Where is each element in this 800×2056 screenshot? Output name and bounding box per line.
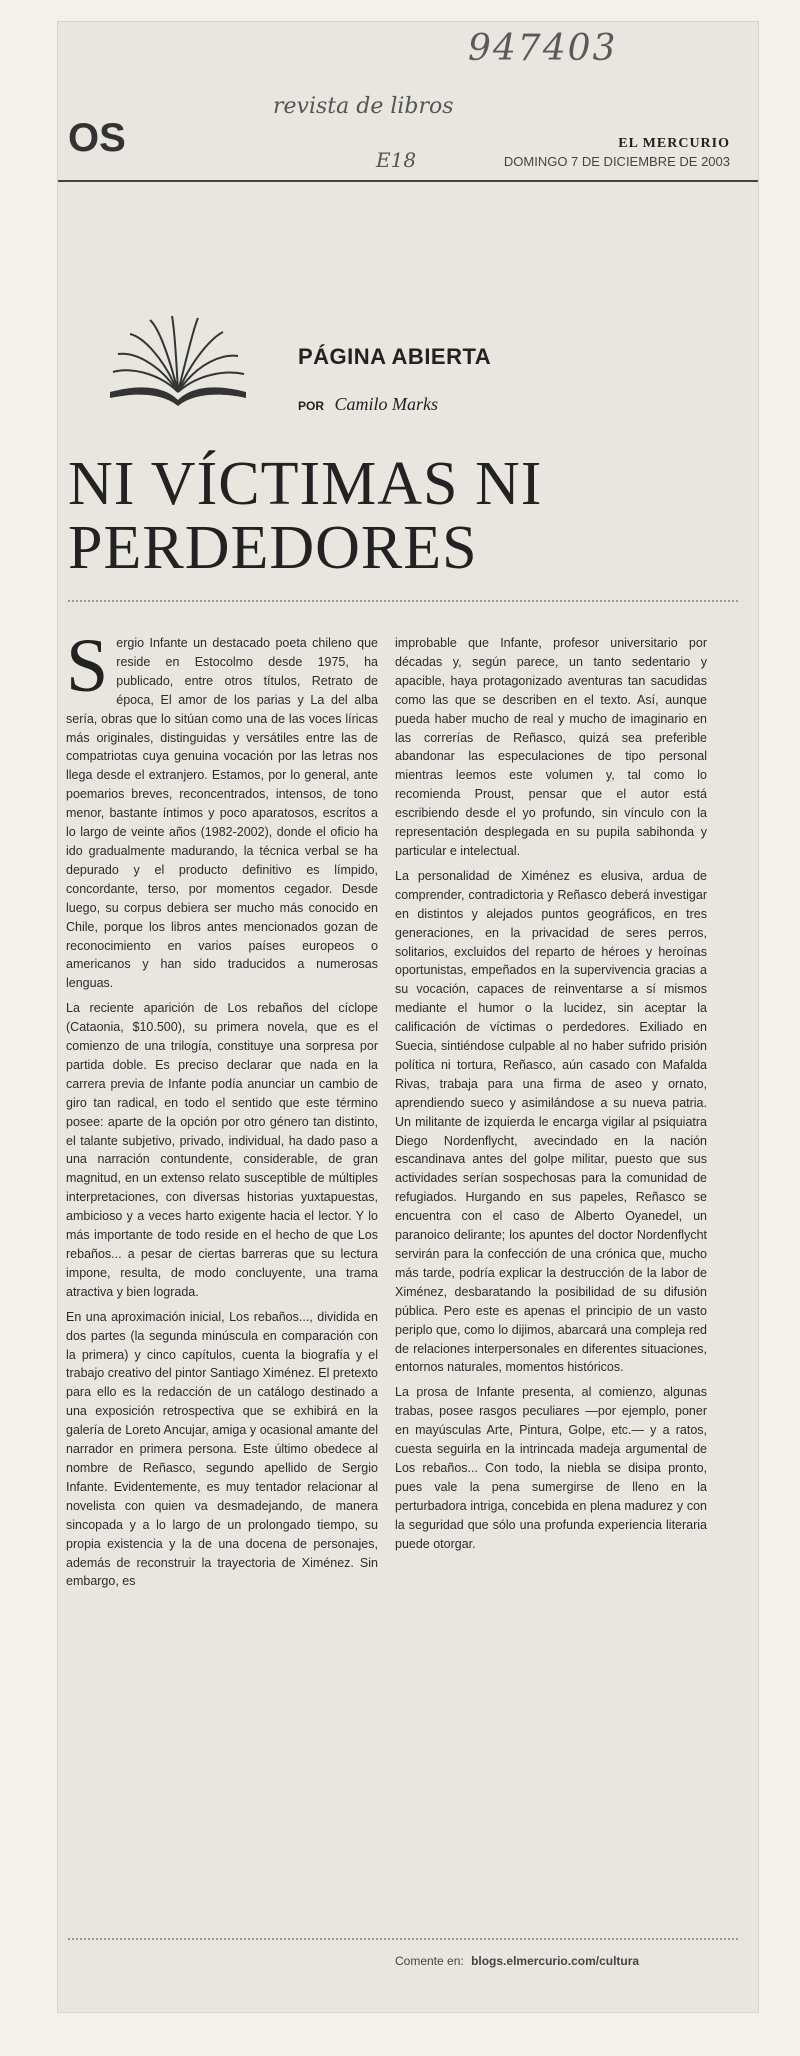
byline-prefix: POR <box>298 399 325 413</box>
newspaper-clipping <box>58 22 758 2012</box>
article-paragraph: Sergio Infante un destacado poeta chileno que reside en Estocolmo desde 1975, ha publicado, entre otros títulos, Retrato de época, El amor de los parias y La del alba sería, obras que lo sitúan como una de las voces líricas más originales, distinguidas y versátiles entre las de compatriotas cuya genuina vocación por las letras nos llega desde el extranjero. Estamos, por lo general, ante poemarios breves, reconcentrados, intensos, de tono menor, bastante íntimos y poco aparatosos, escritos a lo largo de veinte años (1982-2002), donde el oficio ha ido gradualmente madurando, la técnica verbal se ha depurado y el producto definitivo es límpido, concordante, terso, por momentos cegador. Desde luego, su corpus debiera ser mucho más conocido en Chile, porque los libros antes mencionados gozan de reconocimiento en varios países europeos o americanos y han sido traducidos a numerosas lenguas. <box>66 634 378 991</box>
archive-number: 947403 <box>468 28 618 69</box>
headline-divider <box>68 600 738 602</box>
comment-label: Comente en: <box>395 1954 464 1968</box>
article-paragraph: improbable que Infante, profesor universitario por décadas y, según parece, un tanto sedentario y apacible, haya protagonizado aventuras tan sacudidas como las que se describen en el texto. Así, aunque pueda haber mucho de real y mucho de imaginario en las correrías de Reñasco, quizá sea preferible abandonar las especulaciones de tipo personal mientras leemos este volumen y, tal como lo recomienda Proust, pensar que el autor está escribiendo desde el yo profundo, sin vínculo con la representación desplegada en su pupila sabihonda y particular e intelectual. <box>395 636 707 858</box>
article-paragraph: La reciente aparición de Los rebaños del cíclope (Cataonia, $10.500), su primera novela, que es el comienzo de una trilogía, constituye una sorpresa por partida doble. Es preciso declarar que nada en la carrera previa de Infante podía anunciar un cambio de giro tan radical, en todo el sentido que este término posee: aparte de la opción por otro género tan distinto, el talante subjetivo, privado, individual, ha dado paso a una narración contundente, considerable, de gran magnitud, en un extenso relato susceptible de múltiples interpretaciones, con diversas historias yuxtapuestas, ambicioso y a veces harto exigente hacia el lector. Y lo más importante de todo reside en el hecho de que Los rebaños... a pesar de ciertas barreras que su lectura impone, resulta, de modo concluyente, una trama atractiva y bien lograda. <box>66 1001 378 1299</box>
header-rule <box>58 180 758 182</box>
article-paragraph: La prosa de Infante presenta, al comienzo, algunas trabas, posee rasgos peculiares —por ejemplo, poner en mayúsculas Arte, Pintura, Golpe, etc.— y a ratos, cuesta seguirla en la intrincada madeja argumental de Los rebaños... Con todo, la niebla se disipa pronto, pues vale la pena sumergirse de lleno en la perturbadora intriga, concebida en plena madurez y con la seguridad que sólo una profunda experiencia literaria puede otorgar. <box>395 1385 707 1551</box>
article-column-left <box>66 634 378 1934</box>
article-paragraph: En una aproximación inicial, Los rebaños..., dividida en dos partes (la segunda minúscula en comparación con la primera) y cinco capítulos, cuenta la biografía y el trabajo creativo del pintor Santiago Ximénez. El pretexto para ello es la redacción de un catálogo destinado a una exposición retrospectiva que se exhibirá en la galería de Loreto Ancujar, amiga y ocasional amante del narrador en primera persona. Este último obedece al nombre de Reñasco, segundo apellido de Sergio Infante. Evidentemente, es muy tentador relacionar al novelista con quien va desmadejando, de manera sincopada y a lo largo de un prolongado tiempo, su propia existencia y la de una docena de personajes, además de reconstruir la trayectoria de Ximénez. Sin embargo, es <box>66 1309 378 1589</box>
section-tag: OS <box>68 116 126 160</box>
comment-link[interactable]: blogs.elmercurio.com/cultura <box>471 1954 640 1968</box>
drop-cap: S <box>66 634 109 708</box>
headline-line-2: PERDEDORES <box>68 514 478 582</box>
article-paragraph: La personalidad de Ximénez es elusiva, ardua de comprender, contradictoria y Reñasco deberá investigar en distintos y alejados puntos geográficos, en tres generaciones, en la privacidad de seres perros, solitarios, excluidos del reparto de héroes y heroínas oportunistas, empeñados en la supervivencia gracias a su vocación, capaces de reinventarse a sí mismos mediante el humor o la lucidez, sin aceptar la calificación de víctimas o perdedores. Exiliado en Suecia, sintiéndose culpable al no haber sufrido prisión política ni tortura, Reñasco, aún casado con Mafalda Rivas, trabaja para una firma de aseo y ornato, aprendiendo sueco y asimilándose a su nueva patria. Un militante de izquierda le encarga vigilar al psiquiatra Diego Nordenflycht, avecindado en la nación escandinava antes del golpe militar, puesto que sus actividades serían sospechosas para la comunidad de refugiados. Hurgando en sus papeles, Reñasco se encuentra con el caso de Alberto Oyanedel, un paranoico delirante; los apuntes del doctor Nordenflycht servirán para la confección de una crónica que, mucho más tarde, podría explicar la destrucción de la labor de Ximénez, desbaratando la posibilidad de su difusión pública. Pero este es apenas el principio de un vasto periplo que, como lo dijimos, abarcará una compleja red de relaciones interpersonales en diferentes situaciones, entornos naturales, momentos históricos. <box>395 868 707 1375</box>
publication-date: DOMINGO 7 DE DICIEMBRE DE 2003 <box>503 154 730 169</box>
open-book-icon <box>108 312 248 407</box>
handwritten-page-ref: E18 <box>376 148 417 172</box>
newspaper-name: EL MERCURIO <box>618 136 730 151</box>
author-name: Camilo Marks <box>334 394 439 414</box>
headline-line-1: NI VÍCTIMAS NI <box>68 450 543 518</box>
comment-footer <box>395 1954 639 1968</box>
byline <box>298 394 438 415</box>
article-headline <box>68 452 758 580</box>
article-column-right <box>395 634 707 1934</box>
column-name: PÁGINA ABIERTA <box>298 344 492 369</box>
handwritten-source-note: revista de libros <box>273 94 454 119</box>
footer-divider <box>68 1938 738 1940</box>
